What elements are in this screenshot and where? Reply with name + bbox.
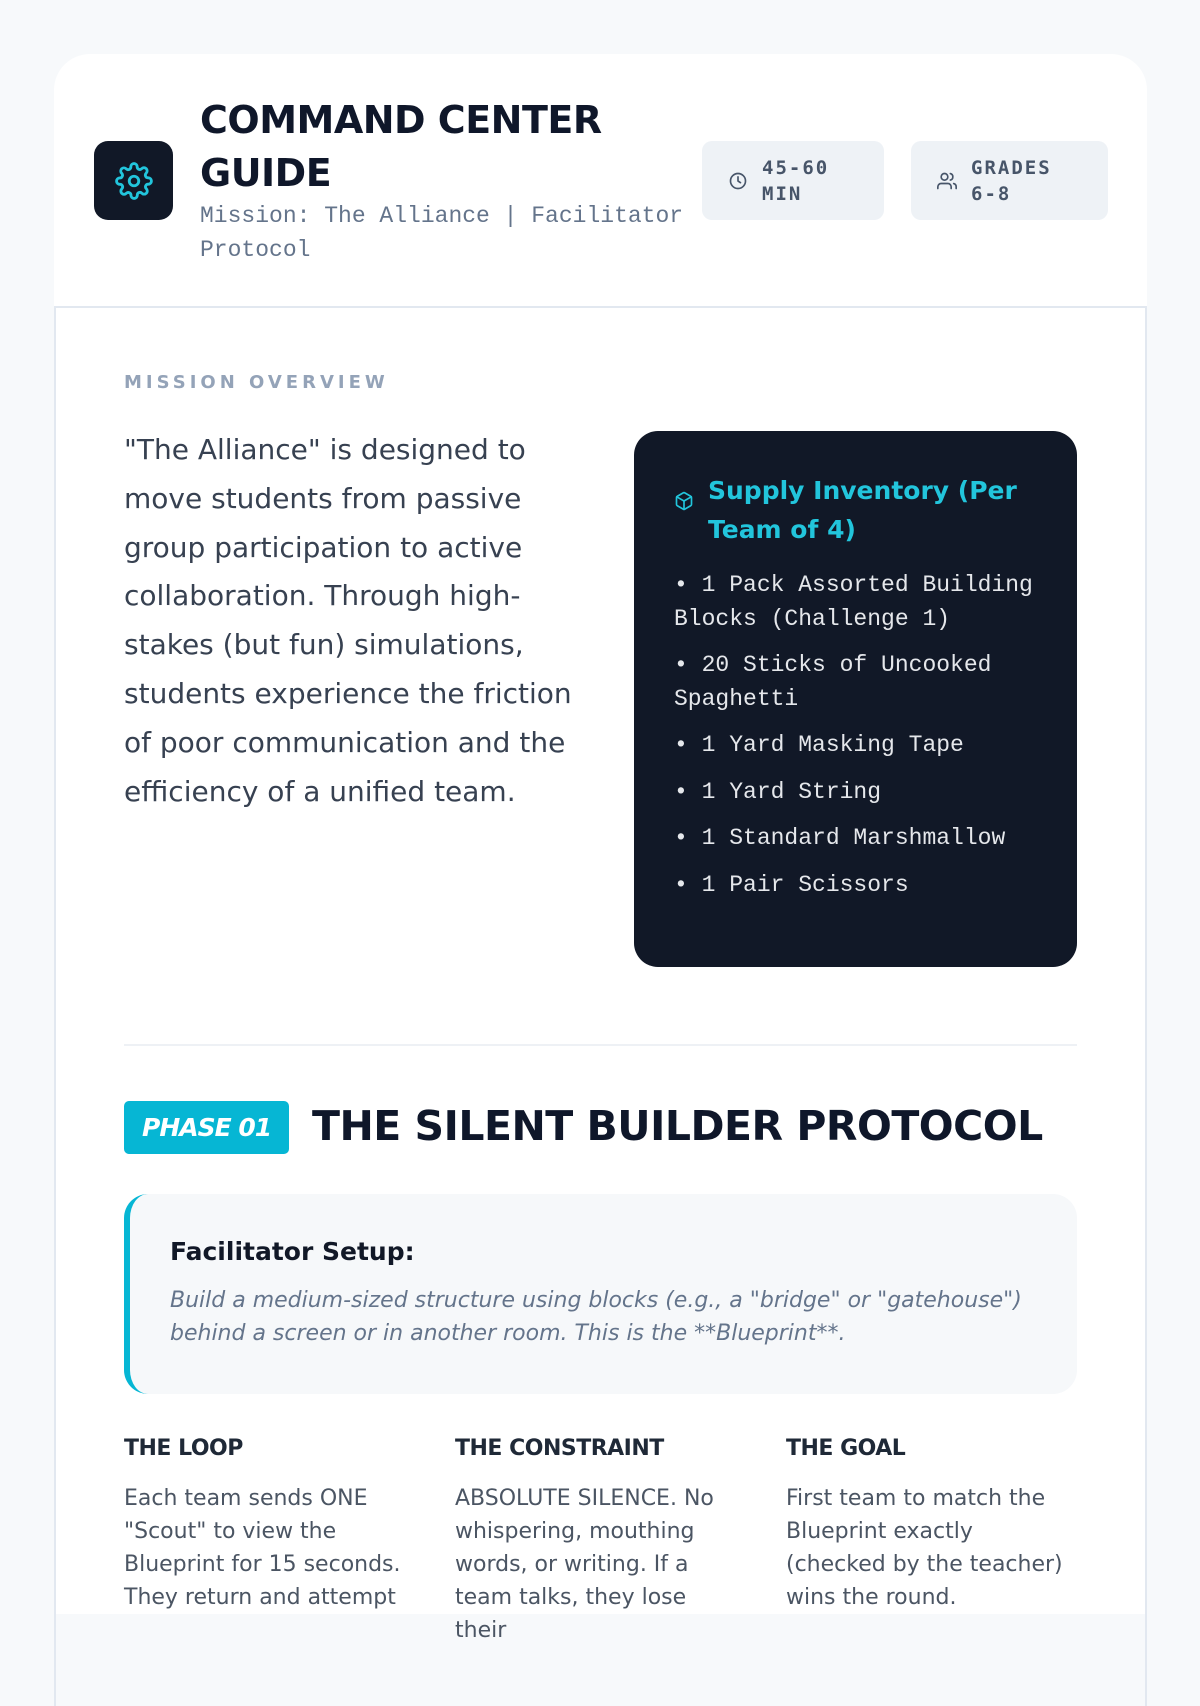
facilitator-setup-callout <box>124 1194 1077 1394</box>
rule-column-goal <box>786 1434 1071 1614</box>
gear-icon <box>115 162 153 200</box>
rule-column-constraint <box>455 1434 740 1647</box>
phase-title: THE SILENT BUILDER PROTOCOL <box>312 1102 1043 1150</box>
inventory-item: • 1 Yard String <box>674 778 882 805</box>
rule-column-loop <box>124 1434 409 1614</box>
setup-title: Facilitator Setup: <box>170 1237 415 1266</box>
inventory-title: Supply Inventory (Per Team of 4) <box>708 476 1017 544</box>
page-title: COMMAND CENTER GUIDE <box>200 98 602 195</box>
page-subtitle: Mission: The Alliance | Facilitator Protocol <box>200 203 684 263</box>
rule-title: THE LOOP <box>124 1436 243 1461</box>
inventory-item: • 1 Pack Assorted Building Blocks (Challenge 1) <box>674 572 1033 632</box>
overview-label: MISSION OVERVIEW <box>124 372 389 393</box>
rule-text: First team to match the Blueprint exactly (checked by the teacher) wins the round. <box>786 1486 1063 1610</box>
inventory-item: • 20 Sticks of Uncooked Spaghetti <box>674 652 992 712</box>
grades-text: GRADES 6-8 <box>971 156 1052 205</box>
guide-card <box>54 54 1147 1643</box>
phase-tag: PHASE 01 <box>124 1101 289 1154</box>
header <box>54 54 1147 306</box>
rule-text: Each team sends ONE "Scout" to view the Blueprint for 15 seconds. They return and attempt <box>124 1486 401 1610</box>
supply-inventory-panel <box>634 431 1077 967</box>
inventory-item: • 1 Yard Masking Tape <box>674 732 964 758</box>
card-border-left <box>54 306 56 1706</box>
duration-text: 45-60 MIN <box>762 156 830 205</box>
inventory-item: • 1 Standard Marshmallow <box>674 825 1006 851</box>
duration-badge <box>702 141 884 220</box>
header-divider <box>54 306 1147 308</box>
overview-text: "The Alliance" is designed to move students from passive group participation to active collaboration. Through high-stakes (but fun) simulations, students experience the friction of poor communication and the efficiency of a unified team. <box>124 433 572 808</box>
logo <box>94 141 173 220</box>
inventory-item: • 1 Pair Scissors <box>674 871 909 898</box>
grades-badge <box>911 141 1108 220</box>
users-icon <box>937 171 957 191</box>
section-divider <box>124 1044 1077 1046</box>
rule-title: THE CONSTRAINT <box>455 1436 664 1461</box>
card-border-right <box>1145 306 1147 1706</box>
rule-title: THE GOAL <box>786 1436 906 1461</box>
setup-text: Build a medium-sized structure using blocks (e.g., a "bridge" or "gatehouse") behind a screen or in another room. This is the **Blueprint**. <box>170 1288 1022 1346</box>
rule-text: ABSOLUTE SILENCE. No whispering, mouthing words, or writing. If a team talks, they lose their <box>455 1486 714 1643</box>
inventory-header <box>674 471 1037 549</box>
clock-icon <box>728 171 748 191</box>
inventory-list <box>674 569 1037 902</box>
package-icon <box>674 491 694 511</box>
